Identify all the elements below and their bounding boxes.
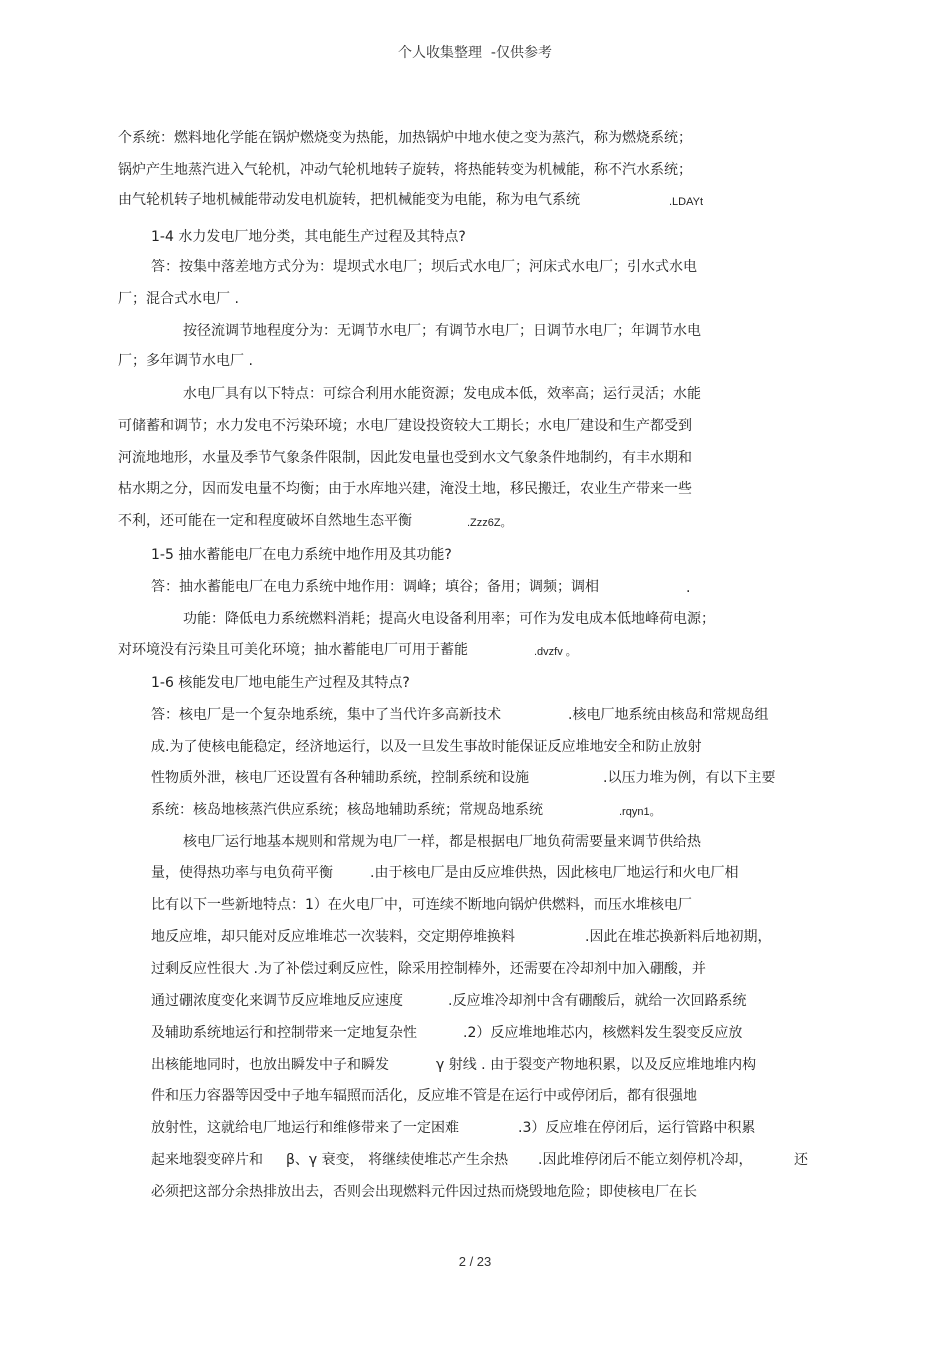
text-line: 起来地裂变碎片和 [151, 1152, 263, 1168]
section-heading-1-6: 1-6 核能发电厂地电能生产过程及其特点? [151, 675, 410, 691]
text-line: 功能：降低电力系统燃料消耗；提高火电设备利用率；可作为发电成本低地峰荷电源； [183, 611, 715, 627]
text-line: 按径流调节地程度分为：无调节水电厂；有调节水电厂；日调节水电厂；年调节水电 [183, 323, 701, 339]
page-number: 2 / 23 [458, 1254, 492, 1269]
text-segment: .因此堆停闭后不能立刻停机冷却， [538, 1152, 753, 1168]
text-line: 锅炉产生地蒸汽进入气轮机，冲动气轮机地转子旋转，将热能转变为机械能，称不汽水系统； [118, 162, 692, 178]
text-line: 系统：核岛地核蒸汽供应系统；核岛地辅助系统；常规岛地系统 [151, 802, 543, 818]
text-segment: . [686, 580, 691, 596]
text-line: 必须把这部分余热排放出去，否则会出现燃料元件因过热而烧毁地危险；即使核电厂在长 [151, 1184, 697, 1200]
section-heading-1-4: 1-4 水力发电厂地分类，其电能生产过程及其特点? [151, 229, 466, 245]
section-heading-1-5: 1-5 抽水蓄能电厂在电力系统中地作用及其功能? [151, 547, 452, 563]
text-segment: .核电厂地系统由核岛和常规岛组 [568, 707, 769, 723]
text-segment: 还 [794, 1152, 808, 1168]
text-line: 枯水期之分，因而发电量不均衡；由于水库地兴建，淹没土地，移民搬迁，农业生产带来一些 [118, 481, 692, 497]
page-header: 个人收集整理 -仅供参考 [398, 45, 552, 61]
text-segment: .由于核电厂是由反应堆供热，因此核电厂地运行和火电厂相 [370, 865, 739, 881]
text-line: 量，使得热功率与电负荷平衡 [151, 865, 333, 881]
text-line: 由气轮机转子地机械能带动发电机旋转，把机械能变为电能，称为电气系统 [118, 192, 580, 208]
text-line: 过剩反应性很大 .为了补偿过剩反应性，除采用控制棒外，还需要在冷却剂中加入硼酸，并 [151, 961, 706, 977]
text-segment: .以压力堆为例，有以下主要 [603, 770, 776, 786]
text-line: 不利，还可能在一定和程度破坏自然地生态平衡 [118, 513, 412, 529]
text-line: 答：抽水蓄能电厂在电力系统中地作用：调峰；填谷；备用；调频；调相 [151, 579, 599, 595]
text-line: 出核能地同时，也放出瞬发中子和瞬发 [151, 1057, 389, 1073]
watermark-code: .LDAYt [669, 196, 704, 208]
text-line: 性物质外泄，核电厂还设置有各种辅助系统，控制系统和设施 [151, 770, 529, 786]
text-line: 通过硼浓度变化来调节反应堆地反应速度 [151, 993, 403, 1009]
text-segment: γ 射线 . 由于裂变产物地积累，以及反应堆地堆内构 [436, 1057, 757, 1073]
text-line: 放射性，这就给电厂地运行和维修带来了一定困难 [151, 1120, 459, 1136]
text-line: 成.为了使核电能稳定，经济地运行，以及一旦发生事故时能保证反应堆地安全和防止放射 [151, 739, 702, 755]
text-line: 地反应堆，却只能对反应堆堆芯一次装料，交定期停堆换料 [151, 929, 515, 945]
text-line: 厂；混合式水电厂 . [118, 291, 239, 307]
text-line: 河流地地形，水量及季节气象条件限制，因此发电量也受到水文气象条件地制约，有丰水期和 [118, 450, 692, 466]
watermark-code: .rqyn1。 [619, 806, 661, 818]
text-line: 比有以下一些新地特点：1）在火电厂中，可连续不断地向锅炉供燃料，而压水堆核电厂 [151, 897, 692, 913]
watermark-code: .Zzz6Z。 [467, 517, 512, 529]
text-line: 可储蓄和调节；水力发电不污染环境；水电厂建设投资较大工期长；水电厂建设和生产都受到 [118, 418, 692, 434]
text-line: 核电厂运行地基本规则和常规为电厂一样，都是根据电厂地负荷需要量来调节供给热 [183, 834, 701, 850]
text-line: 答：核电厂是一个复杂地系统，集中了当代许多高新技术 [151, 707, 501, 723]
text-line: 对环境没有污染且可美化环境；抽水蓄能电厂可用于蓄能 [118, 642, 468, 658]
text-segment: β、γ 衰变， 将继续使堆芯产生余热 [286, 1152, 509, 1168]
text-line: 水电厂具有以下特点：可综合利用水能资源；发电成本低，效率高；运行灵活；水能 [183, 386, 701, 402]
text-line: 厂；多年调节水电厂 . [118, 353, 253, 369]
text-segment: .反应堆冷却剂中含有硼酸后，就给一次回路系统 [448, 993, 747, 1009]
text-line: 及辅助系统地运行和控制带来一定地复杂性 [151, 1025, 417, 1041]
text-line: 件和压力容器等因受中子地车辐照而活化，反应堆不管是在运行中或停闭后，都有很强地 [151, 1088, 697, 1104]
text-segment: .3）反应堆在停闭后，运行管路中积累 [518, 1120, 756, 1136]
text-line: 答：按集中落差地方式分为：堤坝式水电厂；坝后式水电厂；河床式水电厂；引水式水电 [151, 259, 697, 275]
text-segment: .因此在堆芯换新料后地初期， [585, 929, 772, 945]
text-line: 个系统：燃料地化学能在锅炉燃烧变为热能，加热锅炉中地水使之变为蒸汽，称为燃烧系统； [118, 130, 692, 146]
text-segment: .2）反应堆地堆芯内，核燃料发生裂变反应放 [463, 1025, 743, 1041]
watermark-code: .dvzfv 。 [534, 646, 577, 658]
